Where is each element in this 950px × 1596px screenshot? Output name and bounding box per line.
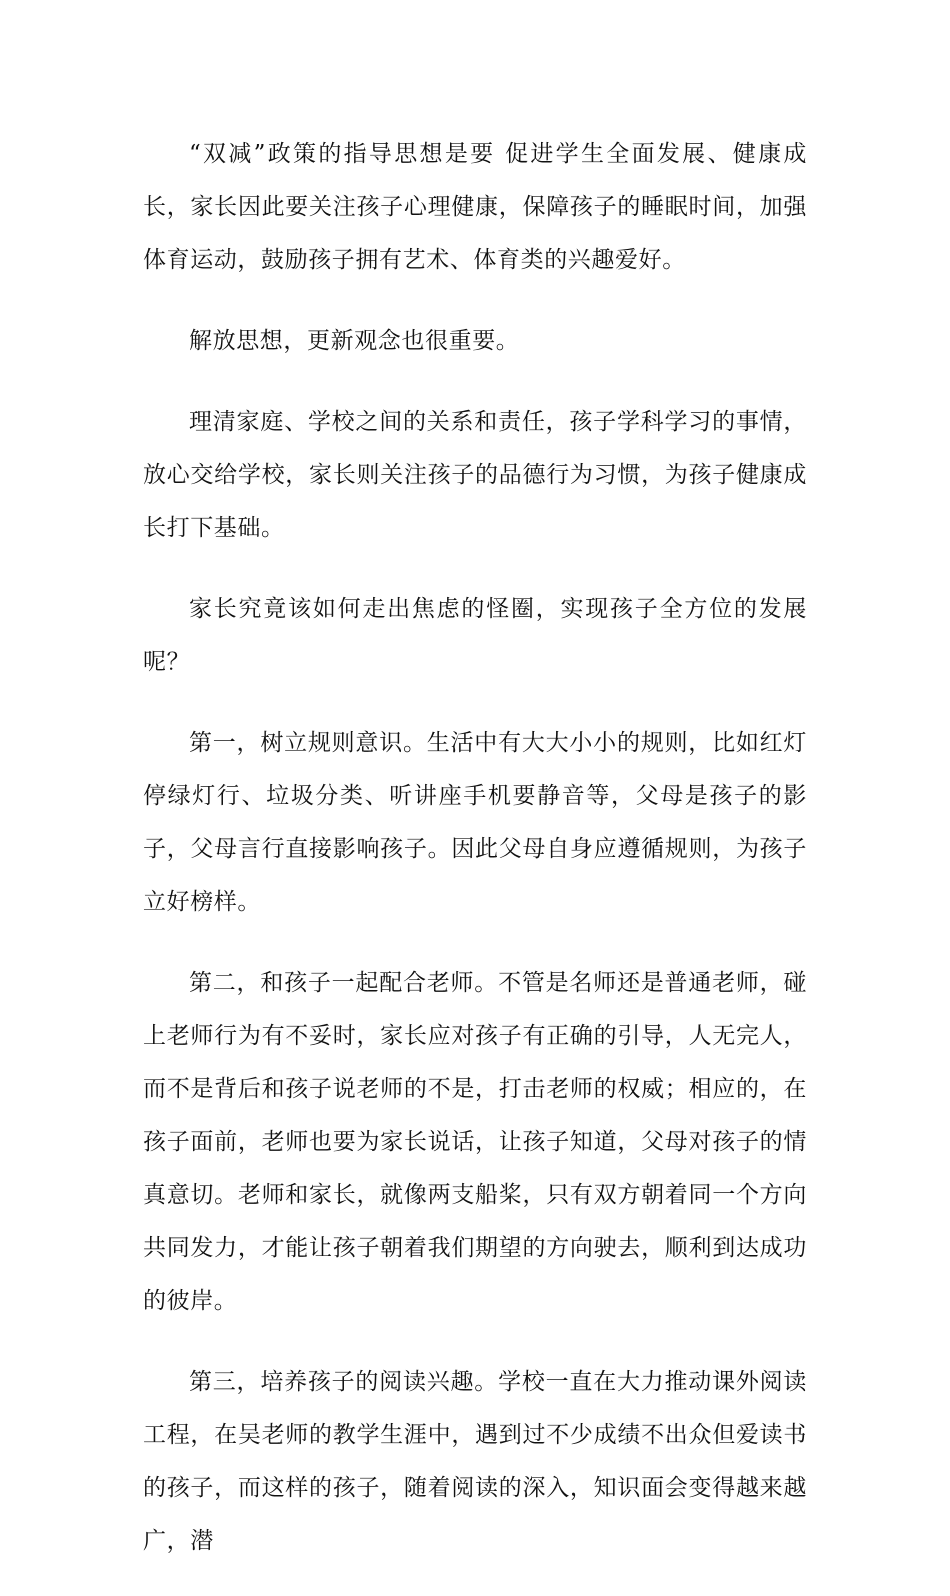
document-body xyxy=(143,128,807,1596)
paragraph-third-reading: 第三，培养孩子的阅读兴趣。学校一直在大力推动课外阅读工程，在吴老师的教学生涯中，遇到过不少成绩不出众但爱读书的孩子，而这样的孩子，随着阅读的深入，知识面会变得越来越广，潜 xyxy=(143,1369,807,1554)
paragraph-family-school-roles: 理清家庭、学校之间的关系和责任，孩子学科学习的事情，放心交给学校，家长则关注孩子的品德行为习惯，为孩子健康成长打下基础。 xyxy=(143,409,807,541)
paragraph-double-reduction-policy: “双减”政策的指导思想是要 促进学生全面发展、健康成长，家长因此要关注孩子心理健康，保障孩子的睡眠时间，加强体育运动，鼓励孩子拥有艺术、体育类的兴趣爱好。 xyxy=(143,141,807,273)
paragraph-update-ideas: 解放思想，更新观念也很重要。 xyxy=(189,328,520,354)
paragraph-first-rules: 第一，树立规则意识。生活中有大大小小的规则，比如红灯停绿灯行、垃圾分类、听讲座手机要静音等，父母是孩子的影子，父母言行直接影响孩子。因此父母自身应遵循规则，为孩子立好榜样。 xyxy=(143,730,807,915)
paragraph-second-teachers: 第二，和孩子一起配合老师。不管是名师还是普通老师，碰上老师行为有不妥时，家长应对孩子有正确的引导，人无完人，而不是背后和孩子说老师的不是，打击老师的权威；相应的，在孩子面前，老师也要为家长说话，让孩子知道，父母对孩子的情真意切。老师和家长，就像两支船桨，只有双方朝着同一个方向共同发力，才能让孩子朝着我们期望的方向驶去，顺利到达成功的彼岸。 xyxy=(143,970,807,1314)
paragraph-question: 家长究竟该如何走出焦虑的怪圈，实现孩子全方位的发展呢？ xyxy=(143,596,807,675)
